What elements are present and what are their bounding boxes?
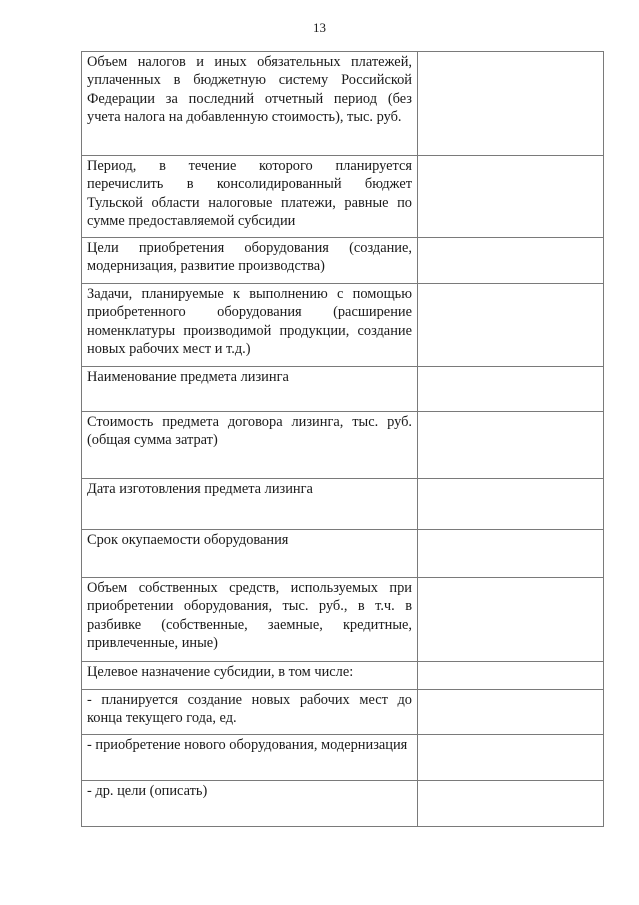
row-label-subsidy-purpose: Целевое назначение субсидии, в том числе:: [82, 662, 418, 690]
table-row: [82, 238, 604, 284]
row-value-equipment-goals[interactable]: [418, 238, 604, 284]
row-value-payback-period[interactable]: [418, 530, 604, 578]
table-row: [82, 781, 604, 827]
row-label-own-funds: Объем собственных средств, используемых при приобретении оборудования, тыс. руб., в т.ч. в разбивке (собственные, заемные, кредитные, привлеченные, иные): [82, 578, 418, 662]
row-value-tasks[interactable]: [418, 284, 604, 367]
form-table: [81, 51, 604, 827]
row-label-taxes-paid: Объем налогов и иных обязательных платежей, уплаченных в бюджетную систему Российской Федерации за последний отчетный период (без учета налога на добавленную стоимость), тыс. руб.: [82, 52, 418, 156]
row-label-tasks: Задачи, планируемые к выполнению с помощью приобретенного оборудования (расширение номенклатуры производимой продукции, создание новых рабочих мест и т.д.): [82, 284, 418, 367]
table-row: [82, 367, 604, 412]
table-row: [82, 578, 604, 662]
page-number: 13: [313, 20, 326, 35]
table-row: [82, 52, 604, 156]
table-row: [82, 735, 604, 781]
table-row: [82, 284, 604, 367]
row-value-leasing-cost[interactable]: [418, 412, 604, 479]
table-row: [82, 530, 604, 578]
table-row: [82, 412, 604, 479]
row-label-leasing-subject: Наименование предмета лизинга: [82, 367, 418, 412]
row-label-leasing-cost: Стоимость предмета договора лизинга, тыс. руб. (общая сумма затрат): [82, 412, 418, 479]
table-row: [82, 690, 604, 735]
row-value-manufacture-date[interactable]: [418, 479, 604, 530]
row-value-new-jobs[interactable]: [418, 690, 604, 735]
row-value-other-goals[interactable]: [418, 781, 604, 827]
table-row: [82, 662, 604, 690]
row-value-tax-period[interactable]: [418, 156, 604, 238]
row-label-other-goals: - др. цели (описать): [82, 781, 418, 827]
row-value-leasing-subject[interactable]: [418, 367, 604, 412]
row-label-tax-period: Период, в течение которого планируется перечислить в консолидированный бюджет Тульской области налоговые платежи, равные по сумме предоставляемой субсидии: [82, 156, 418, 238]
row-value-new-equipment[interactable]: [418, 735, 604, 781]
row-label-new-jobs: - планируется создание новых рабочих мест до конца текущего года, ед.: [82, 690, 418, 735]
row-label-equipment-goals: Цели приобретения оборудования (создание, модернизация, развитие производства): [82, 238, 418, 284]
table-row: [82, 156, 604, 238]
row-value-own-funds[interactable]: [418, 578, 604, 662]
row-label-payback-period: Срок окупаемости оборудования: [82, 530, 418, 578]
row-label-manufacture-date: Дата изготовления предмета лизинга: [82, 479, 418, 530]
row-value-taxes-paid[interactable]: [418, 52, 604, 156]
row-value-subsidy-purpose[interactable]: [418, 662, 604, 690]
row-label-new-equipment: - приобретение нового оборудования, модернизация: [82, 735, 418, 781]
table-row: [82, 479, 604, 530]
